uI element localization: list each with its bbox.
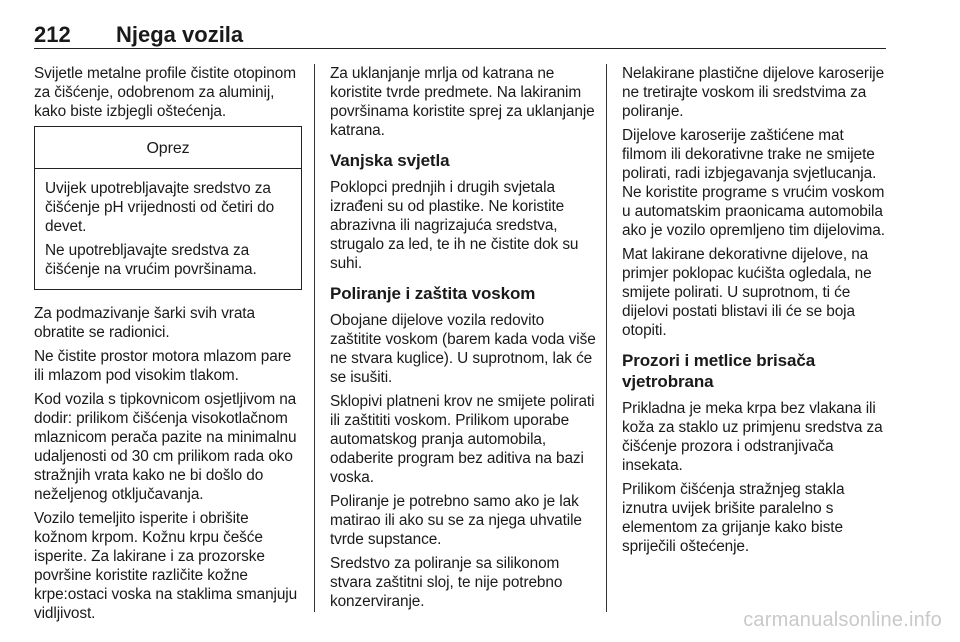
column-3 [622, 64, 888, 561]
warning-title: Oprez [35, 127, 301, 169]
warning-box [34, 126, 302, 290]
column-2 [330, 64, 596, 616]
watermark: carmanualsonline.info [743, 609, 942, 631]
paragraph: Prikladna je meka krpa bez vlakana ili koža za staklo uz primjenu sredstva za čišćenje prozora i odstranjivača insekata. [622, 400, 883, 474]
section-heading: Poliranje i zaštita voskom [330, 284, 536, 303]
column-1 [34, 64, 302, 628]
paragraph: Obojane dijelove vozila redovito zaštitite voskom (barem kada voda više ne stvara kuglice). U suprotnom, lak će se isušiti. [330, 312, 596, 386]
paragraph: Poklopci prednjih i drugih svjetala izrađeni su od plastike. Ne koristite abrazivna ili nagrizajuća sredstva, strugalo za led, te ih ne čistite dok su suhi. [330, 179, 579, 272]
page-number: 212 [34, 22, 71, 47]
paragraph: Svijetle metalne profile čistite otopinom za čišćenje, odobrenom za aluminij, kako biste izbjegli oštećenja. [34, 65, 296, 120]
column-divider-1 [314, 64, 315, 612]
paragraph: Vozilo temeljito isperite i obrišite kožnom krpom. Kožnu krpu češće isperite. Za lakirane i za prozorske površine koristite različite kožne krpe:ostaci voska na staklima smanjuju vidljivost. [34, 510, 298, 622]
paragraph: Kod vozila s tipkovnicom osjetljivom na dodir: prilikom čišćenja visokotlačnom mlaznicom perača pazite na minimalnu udaljenosti od 30 cm prilikom rada oko stražnjih vrata kako ne bi došlo do neželjenog otključavanja. [34, 391, 297, 503]
section-heading: Vanjska svjetla [330, 151, 450, 170]
warning-text: Uvijek upotrebljavajte sredstvo za čišćenje pH vrijednosti od četiri do devet. [45, 180, 275, 235]
warning-text: Ne upotrebljavajte sredstva za čišćenje na vrućim površinama. [45, 242, 257, 278]
section-heading: Prozori i metlice brisača vjetrobrana [622, 351, 816, 391]
paragraph: Sklopivi platneni krov ne smijete polirati ili zaštititi voskom. Prilikom uporabe automatskog pranja automobila, odaberite program bez aditiva na bazi voska. [330, 393, 595, 486]
paragraph: Poliranje je potrebno samo ako je lak matirao ili ako su se za njega uhvatile tvrde supstance. [330, 493, 582, 548]
paragraph: Za uklanjanje mrlja od katrana ne koristite tvrde predmete. Na lakiranim površinama koristite sprej za uklanjanje katrana. [330, 65, 595, 139]
warning-body [35, 169, 301, 289]
paragraph: Nelakirane plastične dijelove karoserije ne tretirajte voskom ili sredstvima za poliranje. [622, 65, 885, 120]
paragraph: Prilikom čišćenja stražnjeg stakla iznutra uvijek brišite paralelno s elementom za grijanje kako biste spriječili oštećenje. [622, 481, 845, 555]
paragraph: Mat lakirane dekorativne dijelove, na primjer poklopac kućišta ogledala, ne smijete polirati. U suprotnom, ti će dijelovi postati blistavi ili će se boja otopiti. [622, 246, 872, 339]
paragraph: Za podmazivanje šarki svih vrata obratite se radionici. [34, 305, 255, 341]
paragraph: Ne čistite prostor motora mlazom pare ili mlazom pod visokim tlakom. [34, 348, 292, 384]
paragraph: Sredstvo za poliranje sa silikonom stvara zaštitni sloj, te nije potrebno konzerviranje. [330, 555, 563, 610]
chapter-title: Njega vozila [116, 22, 244, 47]
page-header [34, 22, 886, 49]
paragraph: Dijelove karoserije zaštićene mat filmom ili dekorativne trake ne smijete polirati, radi izbjegavanja svjetlucanja. Ne koristite programe s vrućim voskom u automatskim praonicama automobila ako je vozilo opremljeno tim dijelovima. [622, 127, 885, 239]
column-divider-2 [606, 64, 607, 612]
